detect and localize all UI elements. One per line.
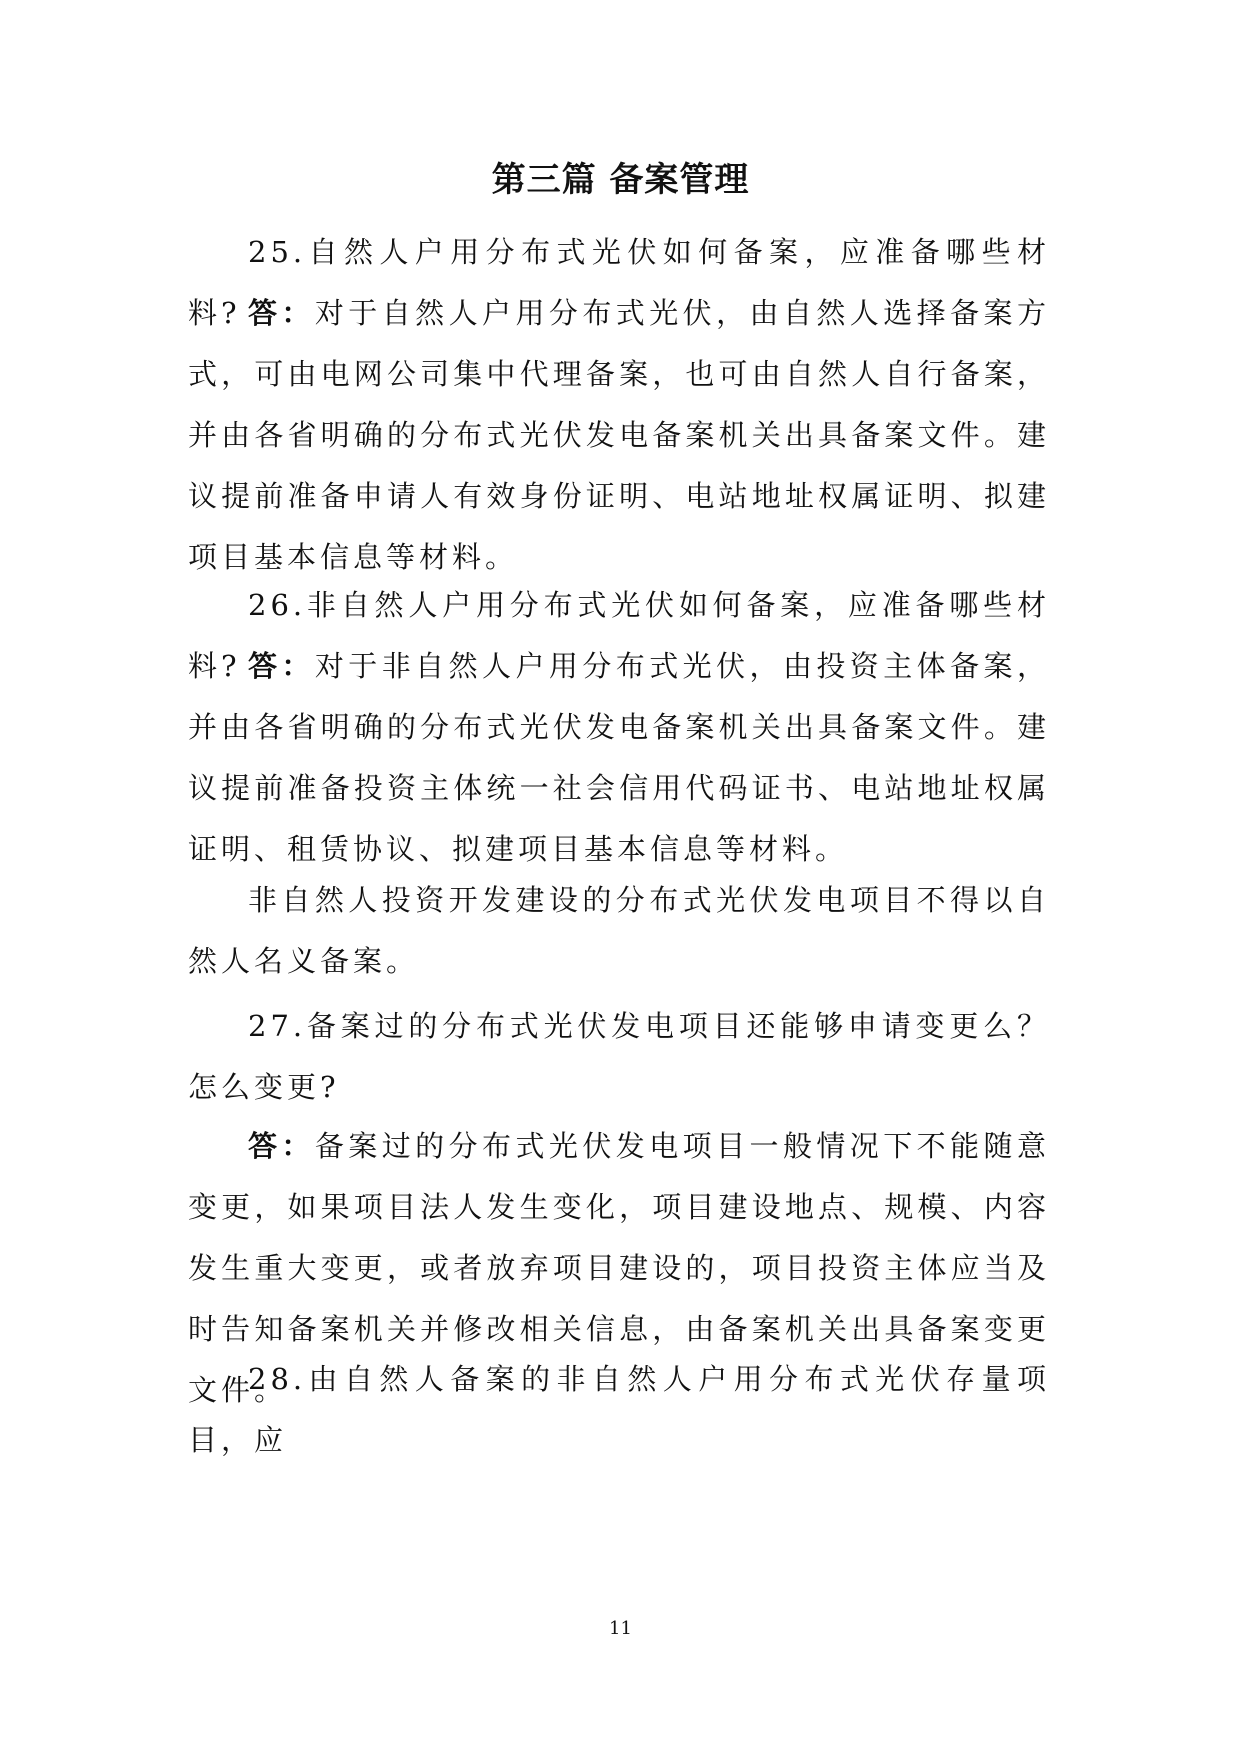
answer-26-lead: 答： (248, 649, 315, 683)
question-27 (188, 996, 1050, 1118)
note-paragraph (188, 870, 1050, 992)
question-26-text: 26.非自然人户用分布式光伏如何备案，应准备哪些材料? (188, 588, 1050, 683)
question-28-text: 28.由自然人备案的非自然人户用分布式光伏存量项目，应 (188, 1362, 1050, 1457)
answer-26-text: 对于非自然人户用分布式光伏，由投资主体备案，并由各省明确的分布式光伏发电备案机关出具备案文件。建议提前准备投资主体统一社会信用代码证书、电站地址权属证明、租赁协议、拟建项目基本信息等材料。 (188, 649, 1050, 866)
page-title: 第三篇 备案管理 (491, 160, 750, 200)
question-25-text: 25.自然人户用分布式光伏如何备案，应准备哪些材料? (188, 235, 1050, 330)
question-27-text: 27.备案过的分布式光伏发电项目还能够申请变更么？怎么变更? (188, 1009, 1050, 1104)
answer-25-text: 对于自然人户用分布式光伏，由自然人选择备案方式，可由电网公司集中代理备案，也可由自然人自行备案，并由各省明确的分布式光伏发电备案机关出具备案文件。建议提前准备申请人有效身份证明、电站地址权属证明、拟建项目基本信息等材料。 (188, 296, 1050, 574)
answer-25 (188, 283, 1050, 588)
answer-27-text: 备案过的分布式光伏发电项目一般情况下不能随意变更，如果项目法人发生变化，项目建设地点、规模、内容发生重大变更，或者放弃项目建设的，项目投资主体应当及时告知备案机关并修改相关信息，由备案机关出具备案变更文件。 (188, 1129, 1050, 1407)
question-28 (188, 1349, 1050, 1471)
answer-25-lead: 答： (248, 296, 315, 330)
answer-27-lead: 答： (248, 1129, 315, 1163)
page-number: 11 (609, 1618, 632, 1639)
note-text: 非自然人投资开发建设的分布式光伏发电项目不得以自然人名义备案。 (188, 883, 1050, 978)
answer-26 (188, 636, 1050, 880)
